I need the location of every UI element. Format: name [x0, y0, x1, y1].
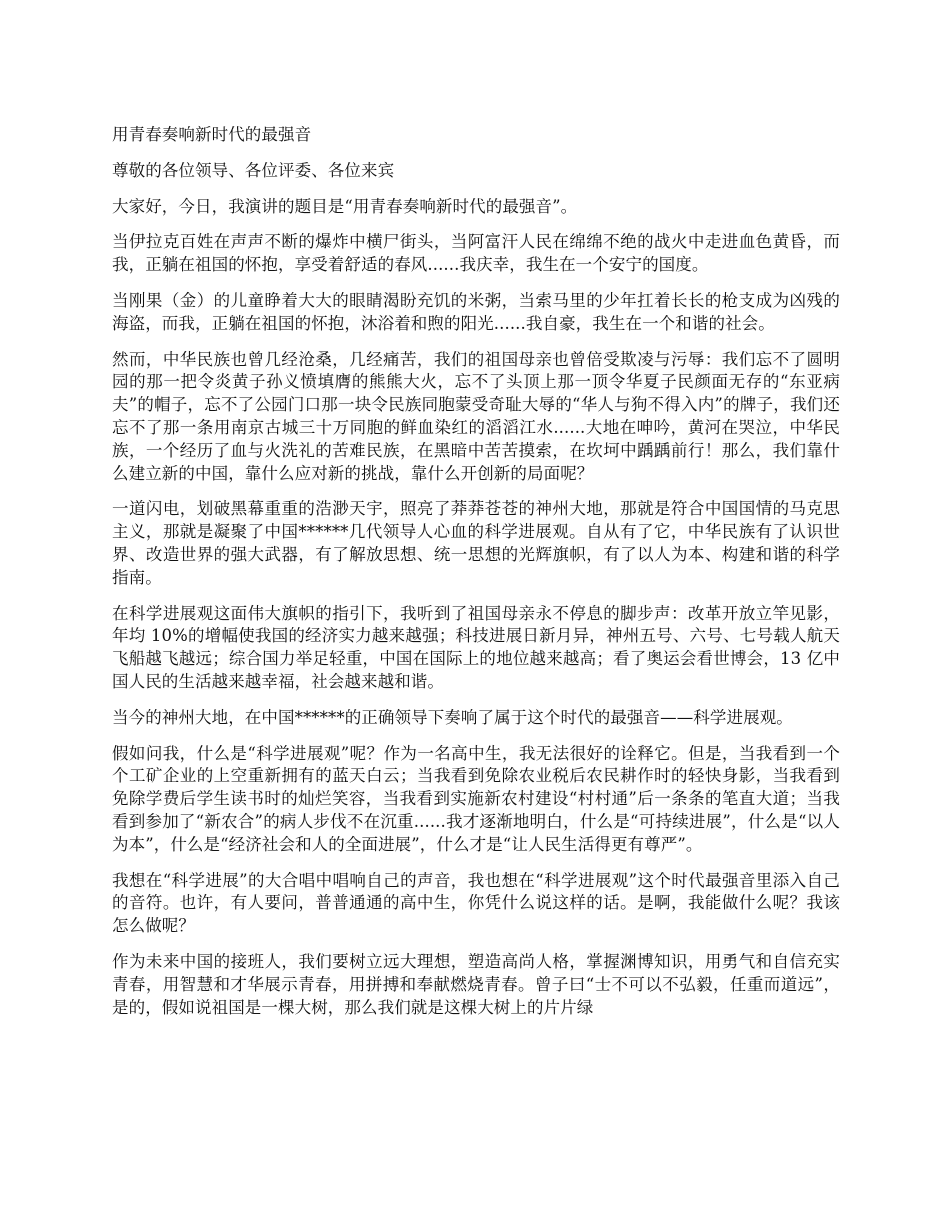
paragraph-successors: 作为未来中国的接班人，我们要树立远大理想，塑造高尚人格，掌握渊博知识，用勇气和自信充实青春，用智慧和才华展示青春，用拼搏和奉献燃烧青春。曾子曰“士不可以不弘毅，任重而道远”，是的，假如说祖国是一棵大树，那么我们就是这棵大树上的片片绿 — [112, 951, 840, 1017]
paragraph-my-voice: 我想在“科学进展”的大合唱中唱响自己的声音，我也想在“科学进展观”这个时代最强音里添入自己的音符。也许，有人要问，普普通通的高中生，你凭什么说这样的话。是啊，我能做什么呢？我该怎么做呢？ — [112, 870, 840, 936]
salutation: 尊敬的各位领导、各位评委、各位来宾 — [112, 160, 395, 180]
paragraph-history: 然而，中华民族也曾几经沧桑，几经痛苦，我们的祖国母亲也曾倍受欺凌与污辱：我们忘不了圆明园的那一把令炎黄子孙义愤填膺的熊熊大火，忘不了头顶上那一顶令华夏子民颜面无存的“东亚病夫”的帽子，忘不了公园门口那一块令民族同胞蒙受奇耻大辱的“华人与狗不得入内”的牌子，我们还忘不了那一条用南京古城三十万同胞的鲜血染红的滔滔江水......大地在呻吟，黄河在哭泣，中华民族，一个经历了血与火洗礼的苦难民族，在黑暗中苦苦摸索，在坎坷中踽踽前行！那么，我们靠什么建立新的中国，靠什么应对新的挑战，靠什么开创新的局面呢？ — [112, 349, 840, 483]
document-page — [112, 124, 840, 1032]
paragraph-achievements: 在科学进展观这面伟大旗帜的指引下，我听到了祖国母亲永不停息的脚步声：改革开放立竿见影，年均 10%的增幅使我国的经济实力越来越强；科技进展日新月异，神州五号、六号、七号载人航天飞船越飞越远；综合国力举足轻重，中国在国际上的地位越来越高；看了奥运会看世博会，13 亿中国人民的生活越来越幸福，社会越来越和谐。 — [112, 603, 840, 691]
paragraph-scientific-outlook: 一道闪电，划破黑幕重重的浩渺天宇，照亮了莽莽苍苍的神州大地，那就是符合中国国情的马克思主义，那就是凝聚了中国******几代领导人心血的科学进展观。自从有了它，中华民族有了认识世界、改造世界的强大武器，有了解放思想、统一思想的光辉旗帜，有了以人为本、构建和谐的科学指南。 — [112, 499, 840, 587]
document-title: 用青春奏响新时代的最强音 — [112, 125, 312, 144]
paragraph-iraq-afghanistan: 当伊拉克百姓在声声不断的爆炸中横尸街头，当阿富汗人民在绵绵不绝的战火中走进血色黄昏，而我，正躺在祖国的怀抱，享受着舒适的春风......我庆幸，我生在一个安宁的国度。 — [112, 232, 840, 275]
paragraph-greeting: 大家好，今日，我演讲的题目是“用青春奏响新时代的最强音”。 — [112, 196, 578, 216]
paragraph-congo-somalia: 当刚果（金）的儿童睁着大大的眼睛渴盼充饥的米粥，当索马里的少年扛着长长的枪支成为凶残的海盗，而我，正躺在祖国的怀抱，沐浴着和煦的阳光......我自豪，我生在一个和谐的社会。 — [112, 290, 840, 333]
paragraph-strongest-voice: 当今的神州大地，在中国******的正确领导下奏响了属于这个时代的最强音——科学进展观。 — [112, 707, 793, 727]
paragraph-what-is-development: 假如问我，什么是“科学进展观”呢？作为一名高中生，我无法很好的诠释它。但是，当我看到一个个工矿企业的上空重新拥有的蓝天白云；当我看到免除农业税后农民耕作时的轻快身影，当我看到免除学费后学生读书时的灿烂笑容，当我看到实施新农村建设“村村通”后一条条的笔直大道；当我看到参加了“新农合”的病人步伐不在沉重......我才逐渐地明白，什么是“可持续进展”，什么是“以人为本”，什么是“经济社会和人的全面进展”，什么才是“让人民生活得更有尊严”。 — [112, 743, 840, 854]
